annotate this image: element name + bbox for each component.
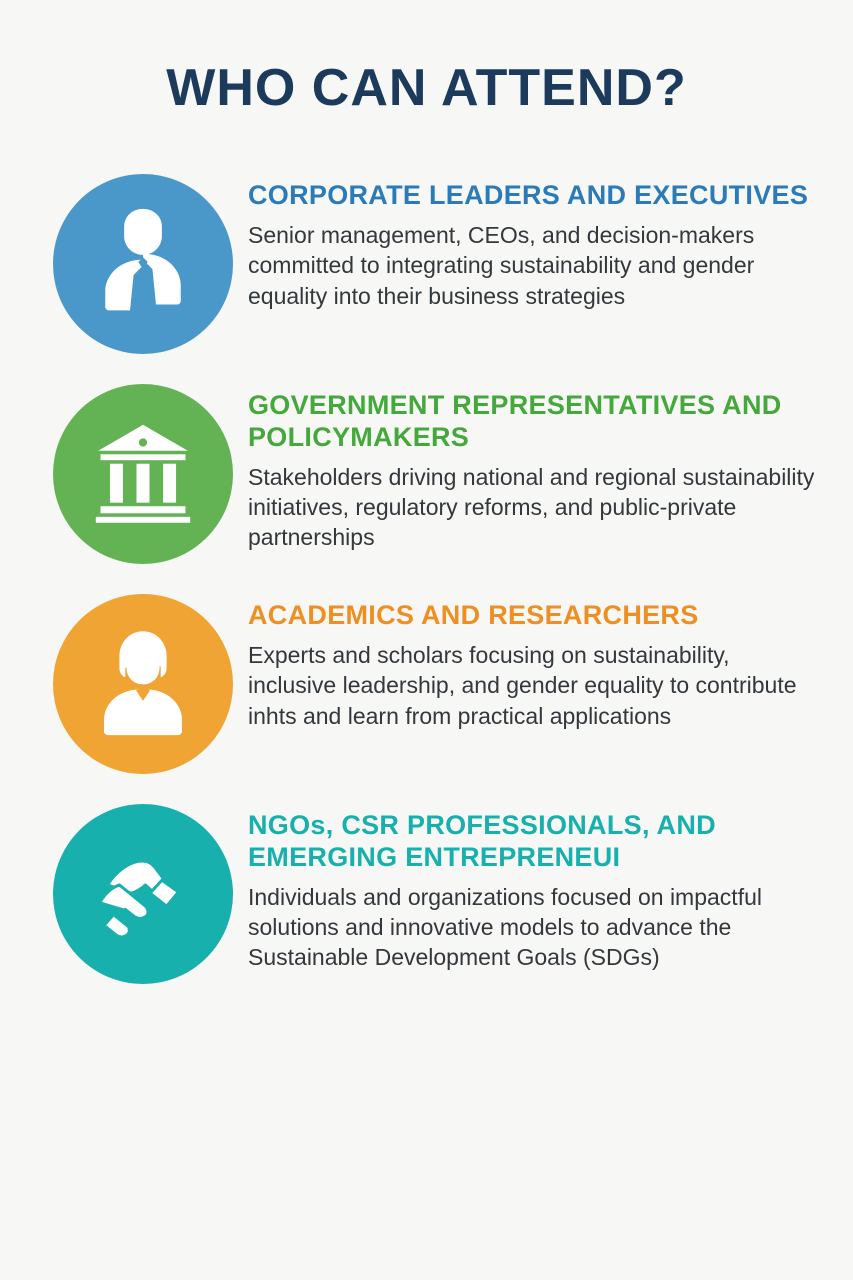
item-text bbox=[238, 376, 817, 553]
icon-circle bbox=[53, 594, 233, 774]
item-description: Individuals and organizations focused on impactful solutions and innovative models to advance the Sustainable Development Goals (SDGs) bbox=[248, 883, 762, 971]
item-text bbox=[238, 586, 817, 731]
item-description: Senior management, CEOs, and decision-makers committed to integrating sustainability and gender equality into their business strategies bbox=[248, 221, 755, 309]
item-text bbox=[238, 796, 817, 973]
icon-container bbox=[48, 586, 238, 774]
icon-container bbox=[48, 166, 238, 354]
female-researcher-icon bbox=[84, 623, 202, 746]
list-item bbox=[48, 796, 817, 984]
attendee-list bbox=[0, 166, 853, 984]
item-title: NGOs, CSR PROFESSIONALS, AND EMERGING ENTREPRENEUI bbox=[248, 810, 716, 872]
item-text bbox=[238, 166, 817, 311]
item-title: ACADEMICS AND RESEARCHERS bbox=[248, 600, 699, 630]
icon-container bbox=[48, 796, 238, 984]
list-item bbox=[48, 376, 817, 564]
item-title: CORPORATE LEADERS AND EXECUTIVES bbox=[248, 180, 809, 210]
list-item bbox=[48, 166, 817, 354]
government-building-icon bbox=[84, 413, 202, 536]
helping-hands-icon bbox=[84, 833, 202, 956]
business-person-icon bbox=[84, 203, 202, 326]
page-title: WHO CAN ATTEND? bbox=[166, 59, 687, 117]
icon-circle bbox=[53, 384, 233, 564]
icon-circle bbox=[53, 804, 233, 984]
item-description: Experts and scholars focusing on sustainability, inclusive leadership, and gender equality to contribute inhts and learn from practical applications bbox=[248, 641, 797, 729]
icon-container bbox=[48, 376, 238, 564]
list-item bbox=[48, 586, 817, 774]
icon-circle bbox=[53, 174, 233, 354]
item-description: Stakeholders driving national and regional sustainability initiatives, regulatory reforms, and public-private partnerships bbox=[248, 463, 815, 551]
item-title: GOVERNMENT REPRESENTATIVES AND POLICYMAKERS bbox=[248, 390, 782, 452]
